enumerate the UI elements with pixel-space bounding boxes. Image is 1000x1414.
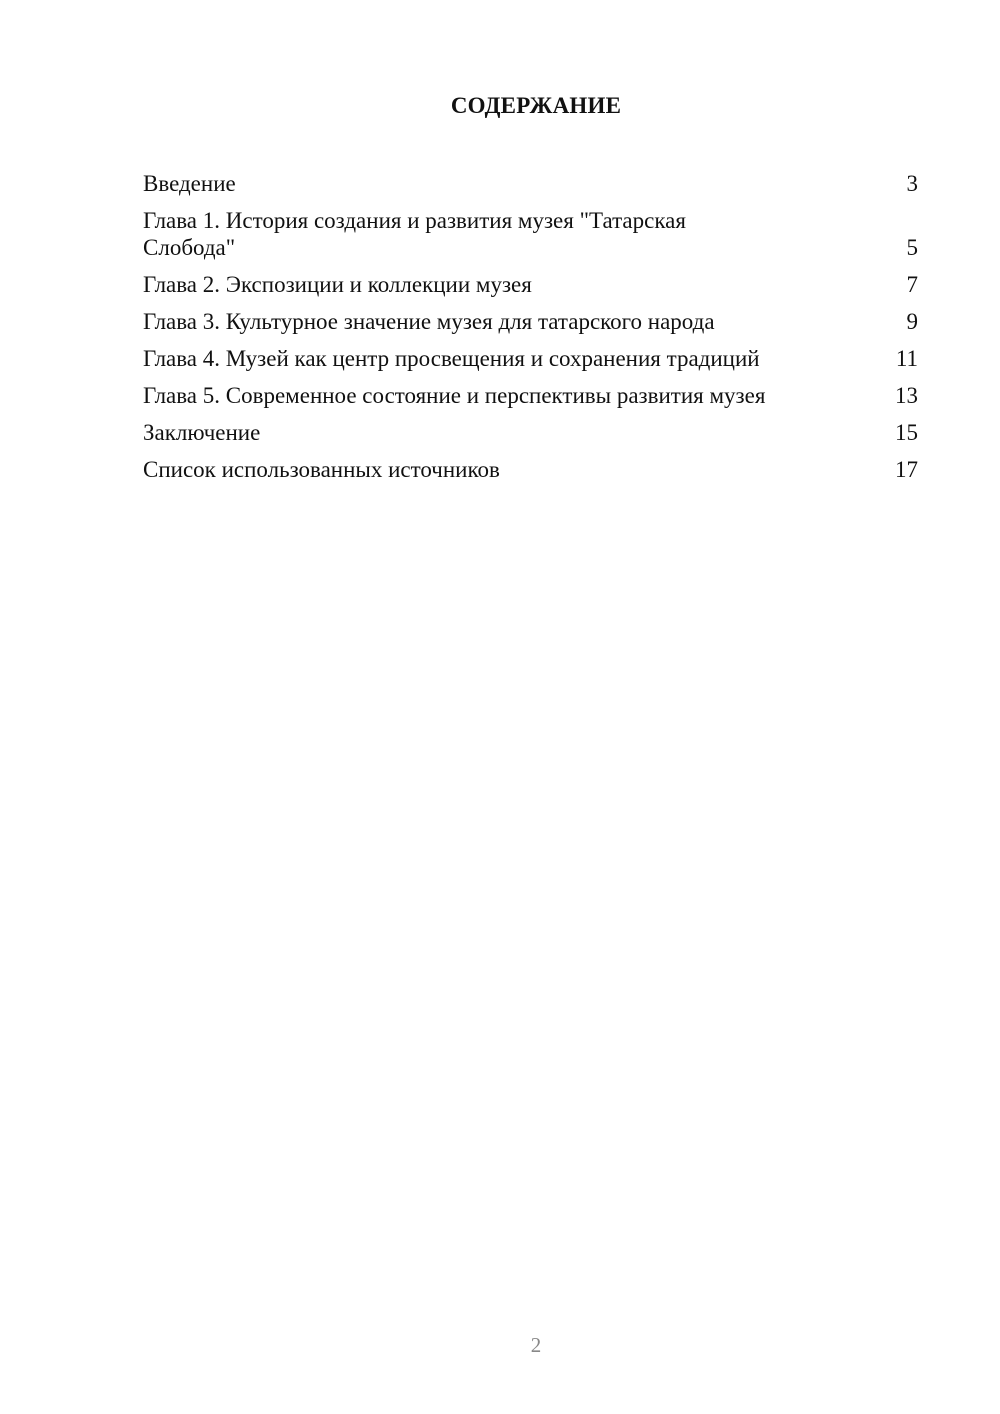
toc-entry-page: 7 — [906, 272, 918, 297]
toc-entry-page: 17 — [895, 457, 918, 482]
toc-entry-page: 9 — [906, 309, 918, 334]
toc-entry-chapter-2 — [143, 271, 918, 298]
toc-entry-conclusion — [143, 419, 918, 446]
toc-entry-introduction — [143, 170, 918, 197]
toc-entry-chapter-5 — [143, 382, 918, 409]
toc-entry-page: 13 — [895, 383, 918, 408]
toc-entry-chapter-1 — [143, 207, 918, 261]
table-of-contents — [143, 170, 918, 493]
toc-entry-chapter-3 — [143, 308, 918, 335]
toc-entry-page: 5 — [906, 235, 918, 260]
page-number: 2 — [530, 1333, 542, 1357]
toc-entry-label: Глава 1. История создания и развития музея "Татарская Слобода" — [143, 208, 686, 260]
toc-entry-chapter-4 — [143, 345, 918, 372]
toc-entry-page: 11 — [895, 346, 918, 371]
toc-entry-sources — [143, 456, 918, 483]
toc-entry-label: Глава 3. Культурное значение музея для татарского народа — [143, 309, 715, 334]
toc-entry-label: Заключение — [143, 420, 261, 445]
toc-entry-page: 15 — [895, 420, 918, 445]
toc-entry-label: Введение — [143, 171, 236, 196]
toc-entry-label: Глава 4. Музей как центр просвещения и сохранения традиций — [143, 346, 760, 371]
page-title: СОДЕРЖАНИЕ — [450, 93, 622, 118]
toc-entry-label: Список использованных источников — [143, 457, 500, 482]
toc-entry-page: 3 — [906, 171, 918, 196]
toc-entry-label: Глава 2. Экспозиции и коллекции музея — [143, 272, 532, 297]
toc-entry-label: Глава 5. Современное состояние и перспективы развития музея — [143, 383, 766, 408]
